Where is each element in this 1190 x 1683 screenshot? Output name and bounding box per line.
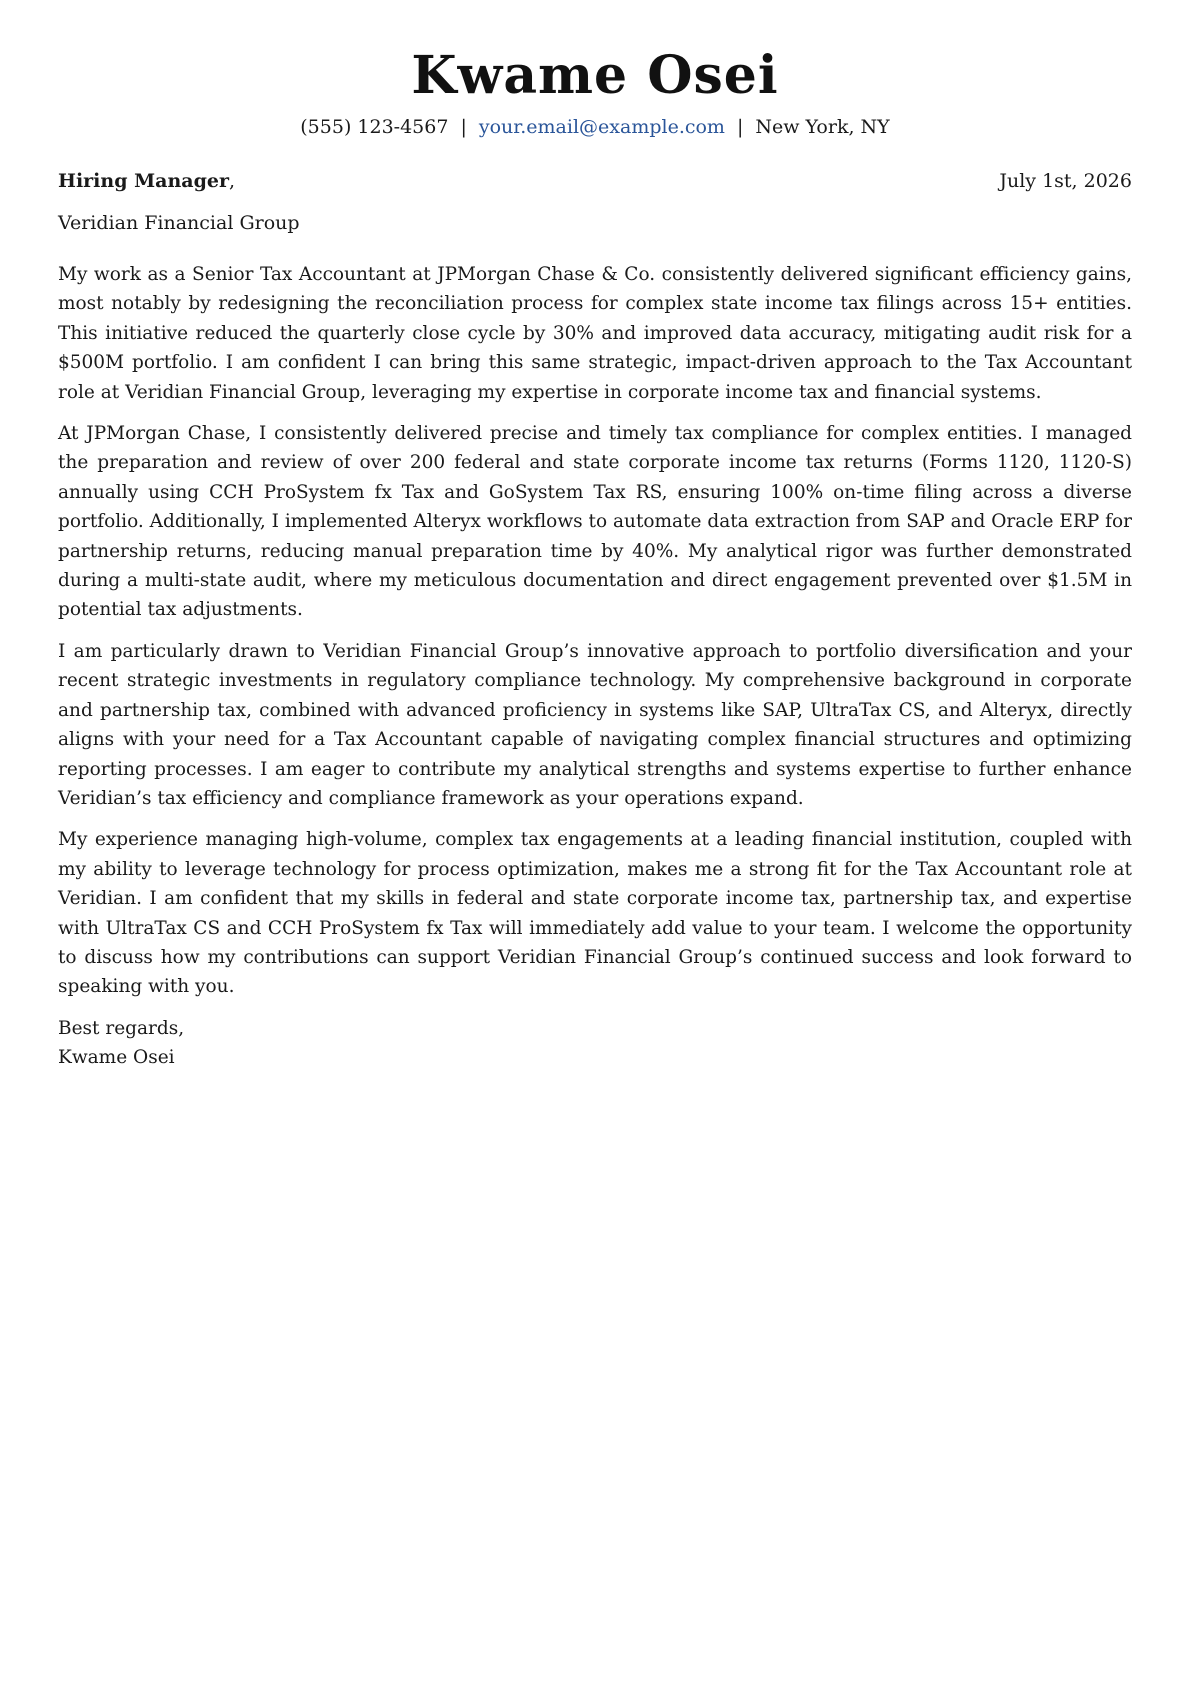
contact-line (58, 114, 1132, 140)
phone-number: (555) 123-4567 (300, 116, 449, 138)
body-paragraph-4: My experience managing high-volume, complex tax engagements at a leading financial institution, coupled with my ability to leverage technology for process optimization, makes me a strong fit for the Tax Accountant role at Veridian. I am confident that my skills in federal and state corporate income tax, partnership tax, and expertise with UltraTax CS and CCH ProSystem fx Tax will immediately add value to your team. I welcome the opportunity to discuss how my contributions can support Veridian Financial Group’s continued success and look forward to speaking with you. (58, 829, 1132, 998)
email-link[interactable]: your.email@example.com (478, 116, 725, 138)
recipient-name: Hiring Manager (58, 170, 229, 192)
letter-date: July 1st, 2026 (999, 170, 1132, 192)
body-paragraph-1: My work as a Senior Tax Accountant at JPMorgan Chase & Co. consistently delivered significant efficiency gains, most notably by redesigning the reconciliation process for complex state income tax filings across 15+ entities. This initiative reduced the quarterly close cycle by 30% and improved data accuracy, mitigating audit risk for a $500M portfolio. I am confident I can bring this same strategic, impact-driven approach to the Tax Accountant role at Veridian Financial Group, leveraging my expertise in corporate income tax and financial systems. (58, 264, 1132, 403)
recipient-suffix: , (228, 170, 236, 192)
location: New York, NY (755, 116, 890, 138)
closing-block (58, 1014, 1132, 1073)
contact-separator: | (460, 116, 467, 138)
letter-header-row (58, 168, 1132, 194)
recipient-line (58, 168, 235, 194)
signature-name: Kwame Osei (58, 1047, 175, 1069)
applicant-name: Kwame Osei (411, 45, 779, 106)
closing-phrase: Best regards, (58, 1017, 185, 1039)
contact-separator: | (736, 116, 744, 138)
body-paragraph-3: I am particularly drawn to Veridian Financial Group’s innovative approach to portfolio diversification and your recent strategic investments in regulatory compliance technology. My comprehensive background in corporate and partnership tax, combined with advanced proficiency in systems like SAP, UltraTax CS, and Alteryx, directly aligns with your need for a Tax Accountant capable of navigating complex financial structures and optimizing reporting processes. I am eager to contribute my analytical strengths and systems expertise to further enhance Veridian’s tax efficiency and compliance framework as your operations expand. (58, 640, 1132, 809)
recipient-company: Veridian Financial Group (58, 212, 300, 234)
body-paragraph-2: At JPMorgan Chase, I consistently delivered precise and timely tax compliance for complex entities. I managed the preparation and review of over 200 federal and state corporate income tax returns (Forms 1120, 1120-S) annually using CCH ProSystem fx Tax and GoSystem Tax RS, ensuring 100% on-time filing across a diverse portfolio. Additionally, I implemented Alteryx workflows to automate data extraction from SAP and Oracle ERP for partnership returns, reducing manual preparation time by 40%. My analytical rigor was further demonstrated during a multi-state audit, where my meticulous documentation and direct engagement prevented over $1.5M in potential tax adjustments. (58, 423, 1132, 621)
